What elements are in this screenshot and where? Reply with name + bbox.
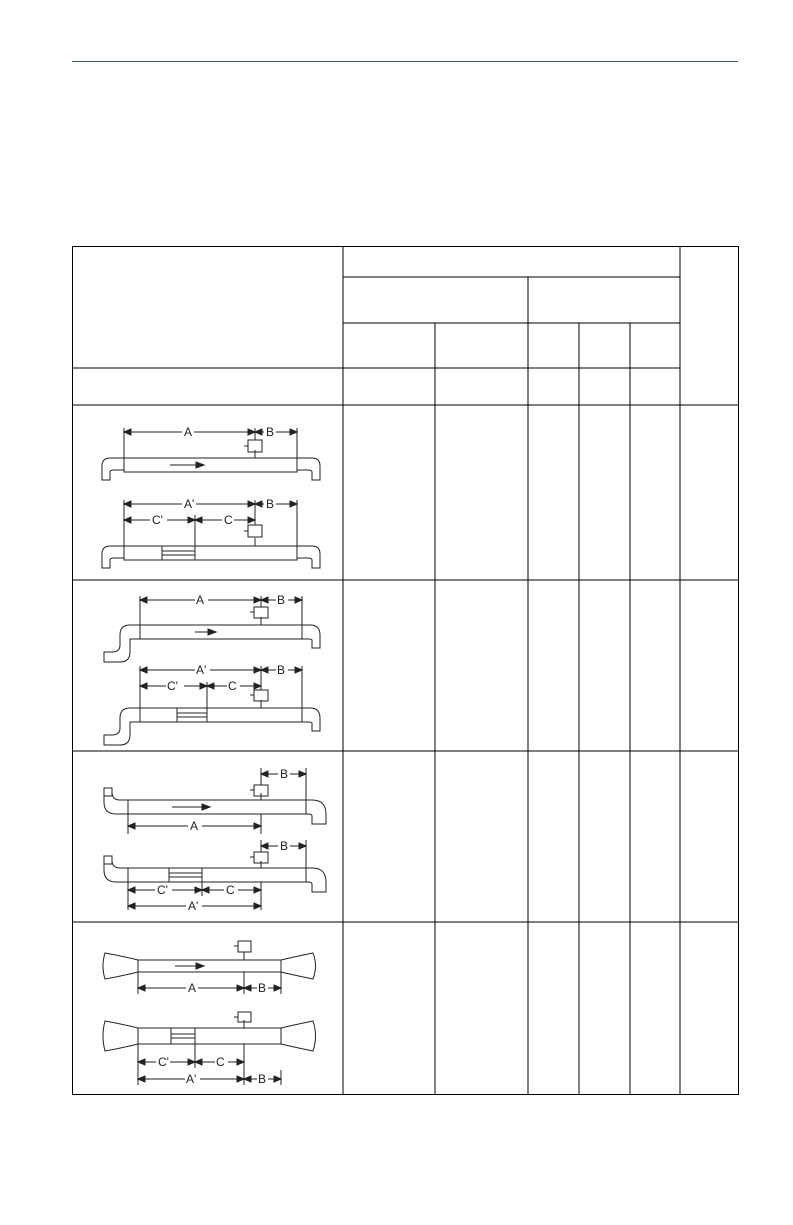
fig1-label-a: A xyxy=(184,425,193,439)
fig3-label-c: C xyxy=(226,883,235,897)
fig4-label-a: A xyxy=(188,981,197,995)
fig2-label-c-prime: C' xyxy=(167,679,178,693)
fig2-label-a-prime: A' xyxy=(196,663,207,677)
fig4-label-b-lower: B xyxy=(258,1072,267,1086)
fig1-label-c-prime: C' xyxy=(152,513,163,527)
fig2-label-a: A xyxy=(196,593,205,607)
fig1-label-a-prime: A' xyxy=(184,497,195,511)
figure-3 xyxy=(100,760,330,920)
fig3-label-b: B xyxy=(280,767,289,781)
fig2-label-b: B xyxy=(277,593,286,607)
fig3-label-a: A xyxy=(190,819,199,833)
fig1-label-b: B xyxy=(266,425,275,439)
fig3-label-c-prime: C' xyxy=(157,883,168,897)
fig4-label-b: B xyxy=(258,981,267,995)
fig4-label-c: C xyxy=(216,1055,225,1069)
fig1-label-b-lower: B xyxy=(266,497,275,511)
fig2-label-b-lower: B xyxy=(277,663,286,677)
fig3-label-a-prime: A' xyxy=(188,899,199,913)
figure-4 xyxy=(100,930,330,1090)
figure-1 xyxy=(100,420,330,580)
fig4-label-a-prime: A' xyxy=(186,1072,197,1086)
fig4-label-c-prime: C' xyxy=(158,1055,169,1069)
fig2-label-c: C xyxy=(228,679,237,693)
fig1-label-c: C xyxy=(224,513,233,527)
figure-2 xyxy=(100,590,330,750)
fig3-label-b-lower: B xyxy=(280,839,289,853)
header-rule xyxy=(72,61,738,62)
